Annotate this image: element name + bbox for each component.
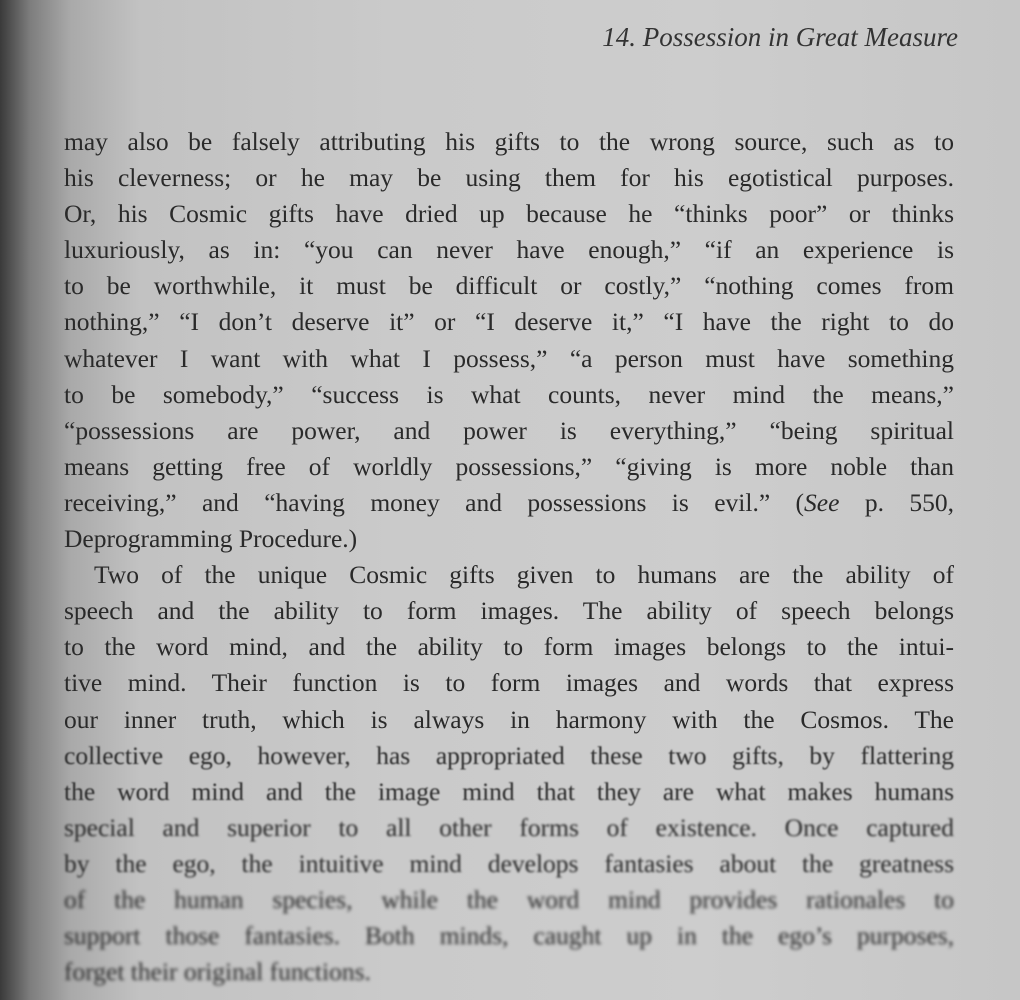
text-segment: p. 550, [839, 487, 954, 517]
text-line: our inner truth, which is always in harmony with the Cosmos. The [64, 704, 954, 734]
text-line: Deprogramming Procedure.) [64, 524, 358, 554]
text-line: of the human species, while the word mind provides rationales to [64, 884, 954, 914]
text-line-with-reference [64, 485, 954, 521]
text-line: “possessions are power, and power is everything,” “being spiritual [64, 415, 954, 445]
text-line: to the word mind, and the ability to form images belongs to the intui- [64, 632, 954, 662]
text-line: may also be falsely attributing his gifts to the wrong source, such as to [64, 127, 954, 156]
see-reference: See [804, 487, 840, 517]
text-line: the word mind and the image mind that they are what makes humans [64, 776, 954, 806]
text-line: forget their original functions. [64, 957, 371, 987]
running-head: 14. Possession in Great Measure [602, 22, 958, 52]
paragraph-first-line: Two of the unique Cosmic gifts given to humans are the ability of [94, 560, 954, 590]
text-line: to be somebody,” “success is what counts, never mind the means,” [64, 379, 954, 409]
text-line: means getting free of worldly possessions,” “giving is more noble than [64, 451, 954, 481]
text-line: luxuriously, as in: “you can never have enough,” “if an experience is [64, 235, 954, 265]
text-line: collective ego, however, has appropriated these two gifts, by flattering [64, 740, 954, 770]
text-line: by the ego, the intuitive mind develops fantasies about the greatness [64, 848, 954, 878]
text-segment: receiving,” and “having money and possessions is evil.” ( [64, 487, 805, 517]
text-line: whatever I want with what I possess,” “a person must have something [64, 343, 954, 373]
text-line: Or, his Cosmic gifts have dried up because he “thinks poor” or thinks [64, 199, 954, 229]
text-line: nothing,” “I don’t deserve it” or “I deserve it,” “I have the right to do [64, 307, 954, 337]
text-line: to be worthwhile, it must be difficult or costly,” “nothing comes from [64, 271, 954, 301]
text-line: tive mind. Their function is to form images and words that express [64, 668, 954, 698]
text-line: support those fantasies. Both minds, caught up in the ego’s purposes, [64, 921, 954, 951]
text-line: speech and the ability to form images. The ability of speech belongs [64, 596, 954, 626]
body-text [64, 124, 954, 990]
text-line: his cleverness; or he may be using them for his egotistical purposes. [64, 163, 954, 193]
text-line: special and superior to all other forms of existence. Once captured [64, 812, 954, 842]
